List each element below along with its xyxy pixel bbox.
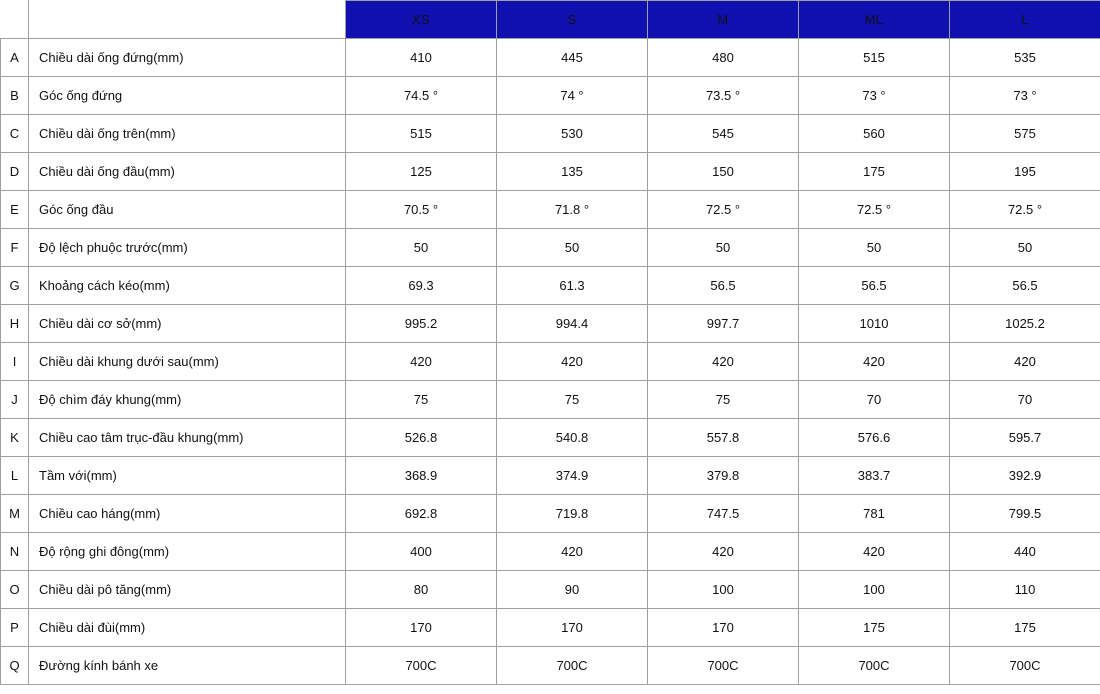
row-value: 195 [950, 153, 1100, 191]
row-label: Khoảng cách kéo(mm) [29, 267, 346, 305]
row-value: 170 [346, 609, 497, 647]
row-value: 368.9 [346, 457, 497, 495]
table-row [1, 229, 1100, 267]
table-row [1, 191, 1100, 229]
row-value: 75 [648, 381, 799, 419]
table-row [1, 381, 1100, 419]
row-value: 560 [799, 115, 950, 153]
row-label: Chiều dài ống đầu(mm) [29, 153, 346, 191]
row-value: 90 [497, 571, 648, 609]
row-value: 997.7 [648, 305, 799, 343]
row-value: 747.5 [648, 495, 799, 533]
table-body [1, 39, 1100, 685]
row-value: 125 [346, 153, 497, 191]
header-size-l: L [950, 1, 1100, 39]
table-row [1, 609, 1100, 647]
row-value: 74 ° [497, 77, 648, 115]
row-value: 80 [346, 571, 497, 609]
row-value: 374.9 [497, 457, 648, 495]
row-value: 995.2 [346, 305, 497, 343]
header-letter-blank [1, 1, 29, 39]
row-letter: A [1, 39, 29, 77]
row-value: 557.8 [648, 419, 799, 457]
row-value: 799.5 [950, 495, 1100, 533]
row-value: 515 [346, 115, 497, 153]
row-value: 70.5 ° [346, 191, 497, 229]
row-value: 73.5 ° [648, 77, 799, 115]
header-row [1, 1, 1100, 39]
row-value: 420 [799, 533, 950, 571]
header-size-s: S [497, 1, 648, 39]
row-label: Độ chìm đáy khung(mm) [29, 381, 346, 419]
row-letter: I [1, 343, 29, 381]
row-label: Tầm với(mm) [29, 457, 346, 495]
row-value: 50 [799, 229, 950, 267]
row-value: 61.3 [497, 267, 648, 305]
table-row [1, 39, 1100, 77]
row-value: 392.9 [950, 457, 1100, 495]
row-value: 170 [648, 609, 799, 647]
row-value: 70 [950, 381, 1100, 419]
row-letter: F [1, 229, 29, 267]
header-label-blank [29, 1, 346, 39]
row-value: 50 [648, 229, 799, 267]
row-label: Chiều dài đùi(mm) [29, 609, 346, 647]
table-row [1, 457, 1100, 495]
table-row [1, 419, 1100, 457]
row-letter: C [1, 115, 29, 153]
row-value: 72.5 ° [648, 191, 799, 229]
table-row [1, 647, 1100, 685]
row-label: Chiều dài ống trên(mm) [29, 115, 346, 153]
row-letter: B [1, 77, 29, 115]
row-value: 74.5 ° [346, 77, 497, 115]
header-size-xs: XS [346, 1, 497, 39]
row-label: Chiều cao tâm trục-đầu khung(mm) [29, 419, 346, 457]
row-value: 545 [648, 115, 799, 153]
row-value: 440 [950, 533, 1100, 571]
row-value: 1025.2 [950, 305, 1100, 343]
row-letter: K [1, 419, 29, 457]
row-value: 75 [497, 381, 648, 419]
row-value: 480 [648, 39, 799, 77]
row-value: 56.5 [648, 267, 799, 305]
table-row [1, 343, 1100, 381]
row-letter: M [1, 495, 29, 533]
row-value: 100 [648, 571, 799, 609]
row-value: 110 [950, 571, 1100, 609]
row-letter: H [1, 305, 29, 343]
row-value: 994.4 [497, 305, 648, 343]
row-label: Góc ống đứng [29, 77, 346, 115]
row-value: 73 ° [950, 77, 1100, 115]
row-letter: G [1, 267, 29, 305]
row-value: 383.7 [799, 457, 950, 495]
row-value: 420 [346, 343, 497, 381]
table-header [1, 1, 1100, 39]
row-value: 445 [497, 39, 648, 77]
row-value: 700C [799, 647, 950, 685]
row-value: 175 [950, 609, 1100, 647]
row-label: Chiều cao háng(mm) [29, 495, 346, 533]
row-value: 175 [799, 609, 950, 647]
row-value: 175 [799, 153, 950, 191]
row-value: 420 [799, 343, 950, 381]
row-value: 700C [346, 647, 497, 685]
table-row [1, 153, 1100, 191]
row-value: 70 [799, 381, 950, 419]
row-value: 700C [950, 647, 1100, 685]
row-letter: J [1, 381, 29, 419]
row-label: Chiều dài ống đứng(mm) [29, 39, 346, 77]
row-value: 69.3 [346, 267, 497, 305]
row-label: Góc ống đầu [29, 191, 346, 229]
row-value: 530 [497, 115, 648, 153]
table-row [1, 305, 1100, 343]
row-letter: P [1, 609, 29, 647]
row-value: 535 [950, 39, 1100, 77]
row-value: 50 [950, 229, 1100, 267]
row-value: 700C [648, 647, 799, 685]
table-row [1, 267, 1100, 305]
row-value: 420 [497, 343, 648, 381]
row-value: 56.5 [799, 267, 950, 305]
row-value: 1010 [799, 305, 950, 343]
row-value: 576.6 [799, 419, 950, 457]
header-size-m: M [648, 1, 799, 39]
row-label: Chiều dài cơ sở(mm) [29, 305, 346, 343]
table-row [1, 77, 1100, 115]
row-value: 400 [346, 533, 497, 571]
row-letter: D [1, 153, 29, 191]
row-value: 700C [497, 647, 648, 685]
table-row [1, 533, 1100, 571]
row-value: 420 [648, 343, 799, 381]
row-value: 575 [950, 115, 1100, 153]
row-label: Chiều dài khung dưới sau(mm) [29, 343, 346, 381]
row-value: 72.5 ° [950, 191, 1100, 229]
row-value: 170 [497, 609, 648, 647]
row-value: 71.8 ° [497, 191, 648, 229]
row-value: 50 [497, 229, 648, 267]
row-value: 781 [799, 495, 950, 533]
header-size-ml: ML [799, 1, 950, 39]
row-value: 150 [648, 153, 799, 191]
row-value: 72.5 ° [799, 191, 950, 229]
row-value: 56.5 [950, 267, 1100, 305]
row-value: 420 [497, 533, 648, 571]
row-value: 719.8 [497, 495, 648, 533]
row-value: 135 [497, 153, 648, 191]
row-value: 410 [346, 39, 497, 77]
row-letter: N [1, 533, 29, 571]
table-row [1, 115, 1100, 153]
row-value: 595.7 [950, 419, 1100, 457]
row-letter: O [1, 571, 29, 609]
row-letter: L [1, 457, 29, 495]
row-value: 526.8 [346, 419, 497, 457]
row-value: 100 [799, 571, 950, 609]
row-value: 420 [950, 343, 1100, 381]
row-value: 540.8 [497, 419, 648, 457]
row-value: 420 [648, 533, 799, 571]
row-label: Chiều dài pô tăng(mm) [29, 571, 346, 609]
row-value: 692.8 [346, 495, 497, 533]
row-value: 50 [346, 229, 497, 267]
row-value: 73 ° [799, 77, 950, 115]
table-row [1, 571, 1100, 609]
row-value: 75 [346, 381, 497, 419]
row-label: Độ lệch phuộc trước(mm) [29, 229, 346, 267]
row-letter: E [1, 191, 29, 229]
row-value: 515 [799, 39, 950, 77]
row-label: Độ rộng ghi đông(mm) [29, 533, 346, 571]
table-row [1, 495, 1100, 533]
row-value: 379.8 [648, 457, 799, 495]
row-label: Đường kính bánh xe [29, 647, 346, 685]
row-letter: Q [1, 647, 29, 685]
